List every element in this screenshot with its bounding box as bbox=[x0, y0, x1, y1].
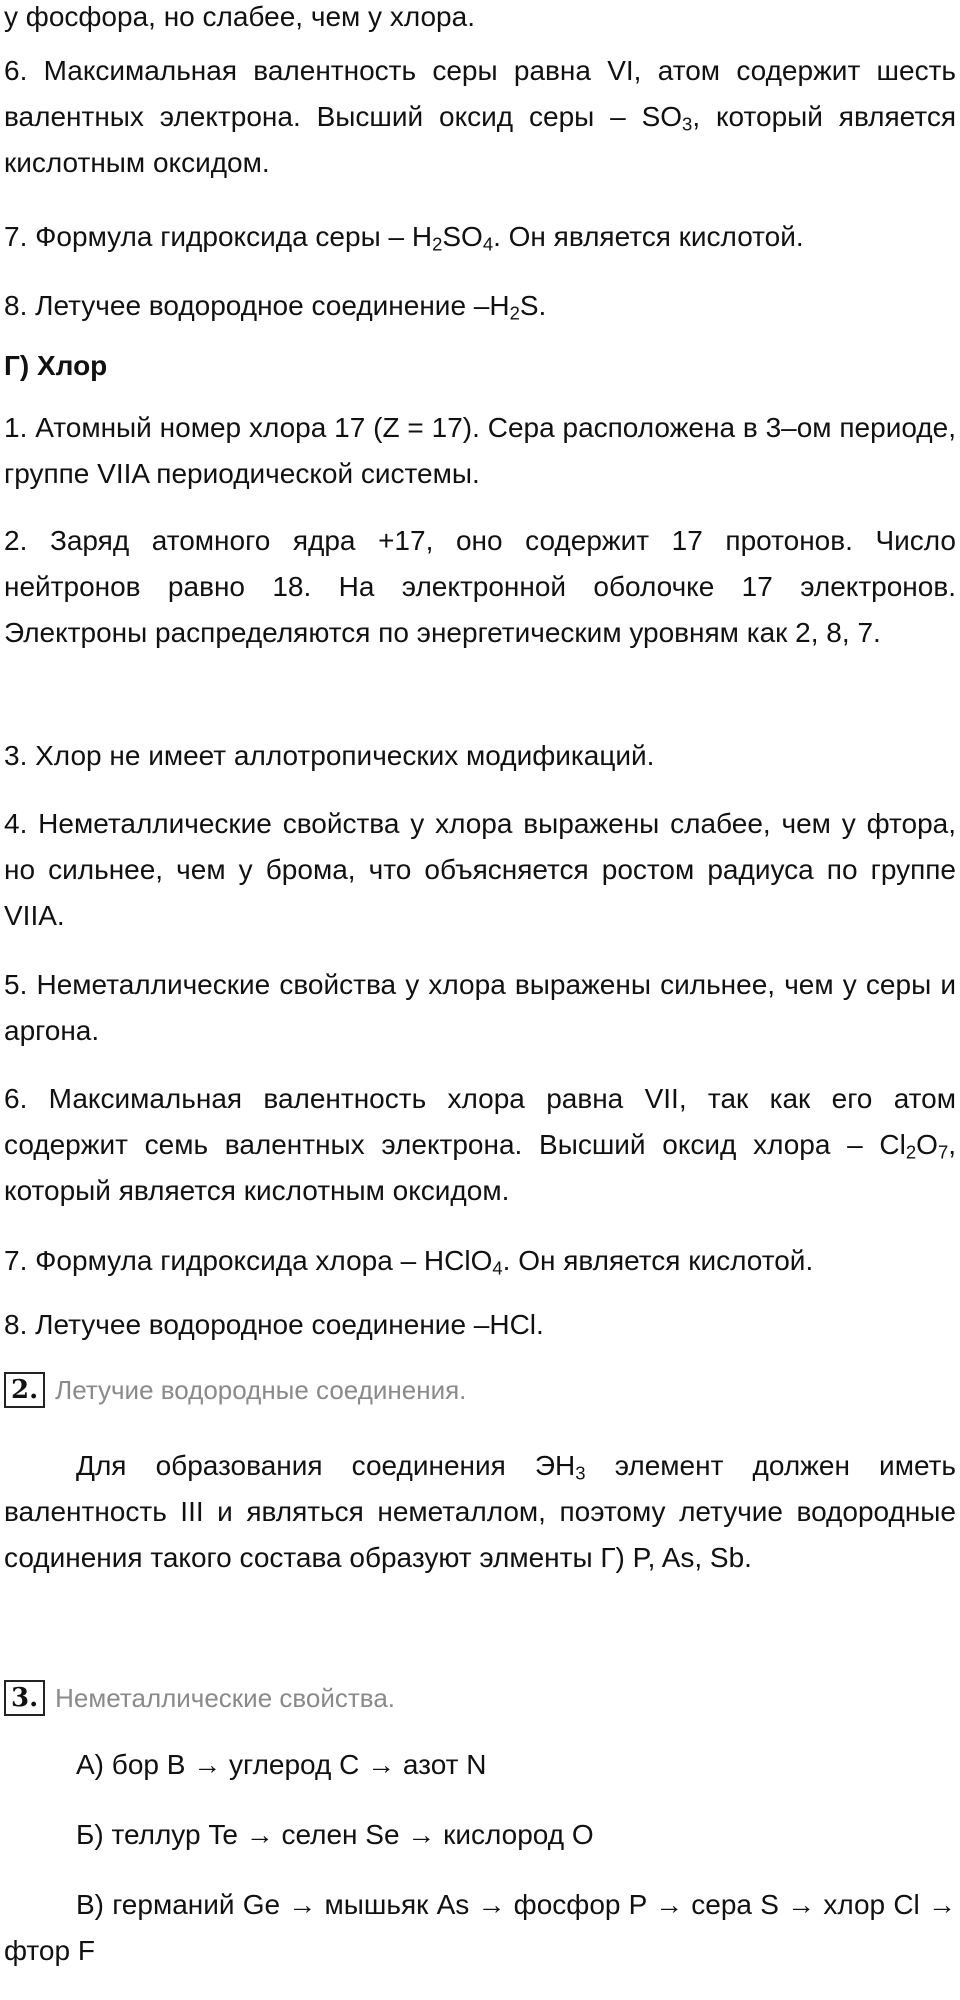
subscript: 7 bbox=[937, 1141, 949, 1163]
sulfur-point-6 bbox=[4, 48, 956, 186]
chlorine-point-7 bbox=[4, 1238, 956, 1284]
text: . Он является кислотой. bbox=[502, 1245, 814, 1276]
chlorine-point-6 bbox=[4, 1076, 956, 1214]
text: S. bbox=[519, 290, 547, 321]
text: O bbox=[916, 1129, 938, 1160]
chlorine-point-5: 5. Неметаллические свойства у хлора выражены сильнее, чем у серы и аргона. bbox=[4, 969, 956, 1046]
task-title: Неметаллические свойства. bbox=[55, 1682, 396, 1713]
text: . Он является кислотой. bbox=[493, 221, 804, 252]
answer-line-a: А) бор B → углерод C → азот N bbox=[76, 1749, 487, 1780]
text: , который является кислотным оксидом. bbox=[4, 1129, 956, 1206]
chlorine-point-8: 8. Летучее водородное соединение –HCl. bbox=[4, 1309, 544, 1340]
chlorine-point-1: 1. Атомный номер хлора 17 (Z = 17). Сера расположена в 3–ом периоде, группе VIIA периодической системы. bbox=[4, 412, 956, 489]
subscript: 2 bbox=[432, 233, 443, 255]
text: , который является кислотным оксидом. bbox=[4, 101, 956, 178]
subscript: 4 bbox=[492, 1257, 503, 1279]
chlorine-point-3: 3. Хлор не имеет аллотропических модификаций. bbox=[4, 740, 655, 771]
task-3-header bbox=[4, 1675, 395, 1721]
text-line: у фосфора, но слабее, чем у хлора. bbox=[4, 1, 475, 32]
subscript: 3 bbox=[682, 113, 693, 135]
text: SO bbox=[442, 221, 483, 252]
subscript: 2 bbox=[509, 302, 520, 324]
text: 6. Максимальная валентность серы равна VI, атом содержит шесть валентных электрона. Высший оксид серы – SO bbox=[4, 55, 956, 132]
section-heading: Г) Хлор bbox=[4, 350, 108, 381]
task-2-header bbox=[4, 1367, 466, 1413]
chlorine-point-2: 2. Заряд атомного ядра +17, оно содержит 17 протонов. Число нейтронов равно 18. На электронной оболочке 17 электронов. Электроны распределяются по энергетическим уровням как 2, 8, 7. bbox=[4, 525, 956, 648]
answer-line-c: В) германий Ge → мышьяк As → фосфор P → сера S → хлор Cl → фтор F bbox=[4, 1889, 956, 1966]
answer-line-b: Б) теллур Te → селен Se → кислород O bbox=[76, 1819, 594, 1850]
sulfur-point-7 bbox=[4, 214, 956, 260]
subscript: 4 bbox=[482, 233, 494, 255]
sulfur-point-8 bbox=[4, 283, 956, 329]
subscript: 3 bbox=[575, 1462, 586, 1484]
task-number-badge: 2. bbox=[4, 1372, 45, 1408]
text: 6. Максимальная валентность хлора равна VII, так как его атом содержит семь валентных электрона. Высший оксид хлора – Cl bbox=[4, 1083, 956, 1160]
text: 7. Формула гидроксида серы – H bbox=[4, 221, 433, 252]
task-title: Летучие водородные соединения. bbox=[55, 1374, 467, 1405]
task-2-answer bbox=[4, 1443, 956, 1581]
task-number-badge: 3. bbox=[4, 1680, 45, 1716]
text: 7. Формула гидроксида хлора – HClO bbox=[4, 1245, 493, 1276]
chlorine-point-4: 4. Неметаллические свойства у хлора выражены слабее, чем у фтора, но сильнее, чем у брома, что объясняется ростом радиуса по группе VIIA. bbox=[4, 808, 956, 931]
text: Для образования соединения ЭH bbox=[76, 1450, 576, 1481]
text: 8. Летучее водородное соединение –H bbox=[4, 290, 510, 321]
text: элемент должен иметь валентность III и являться неметаллом, поэтому летучие водородные содинения такого состава образуют элменты Г) P, As, Sb. bbox=[4, 1450, 957, 1573]
subscript: 2 bbox=[905, 1141, 917, 1163]
